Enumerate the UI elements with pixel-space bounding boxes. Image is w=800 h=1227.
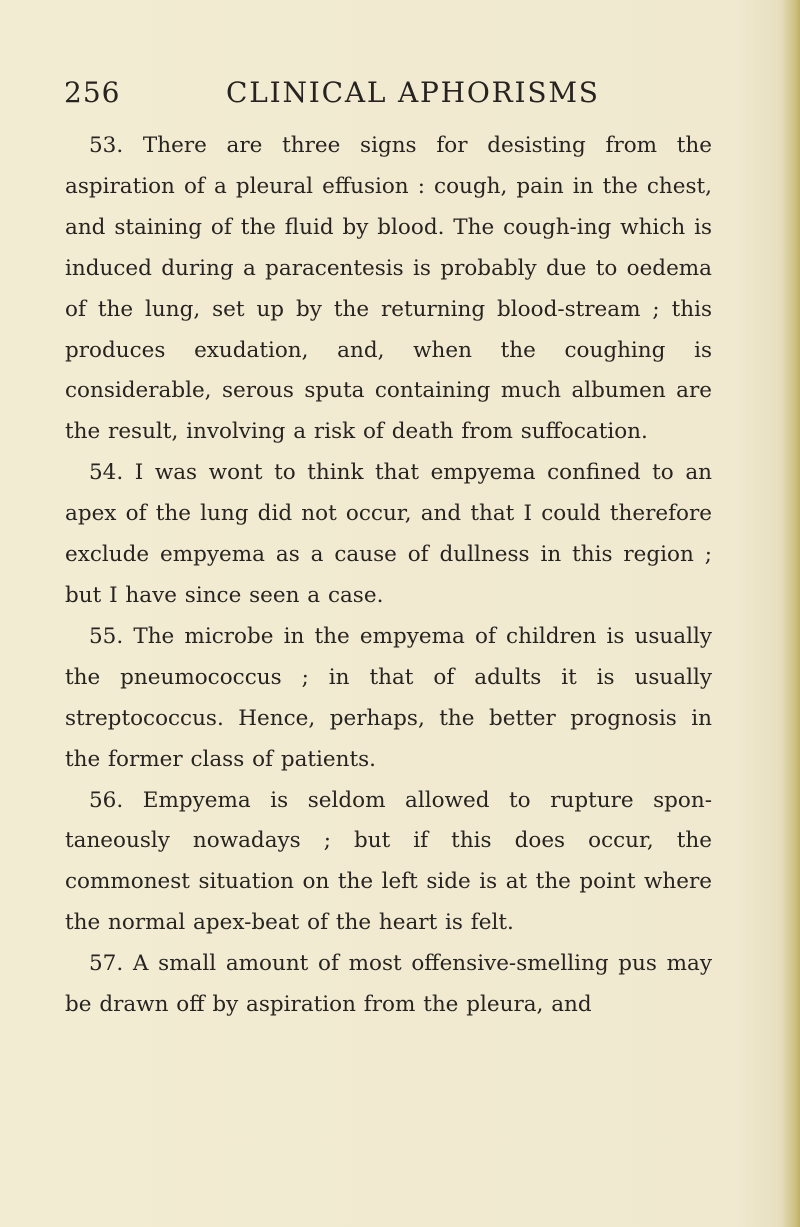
running-title: CLINICAL APHORISMS [226, 76, 600, 109]
paragraph-55: 55. The microbe in the empyema of children is usually the pneumococcus ; in that of adults it is usually streptococcus. Hence, perhaps, the better prognosis in the former class of patients. [65, 623, 712, 772]
body-text [65, 126, 712, 1026]
paragraph-53: 53. There are three signs for desisting from the aspiration of a pleural effusion : cough, pain in the chest, and staining of the fluid by blood. The cough-ing which is induced during a paracentesis is probably due to oedema of the lung, set up by the returning blood-stream ; this produces exudation, and, when the coughing is considerable, serous sputa containing much albumen are the result, involving a risk of death from suffocation. [65, 133, 712, 445]
paragraph-57: 57. A small amount of most offensive-smelling pus may be drawn off by aspiration from the pleura, and [65, 951, 712, 1018]
page-header [64, 76, 724, 118]
page-edge-shadow [782, 0, 800, 1227]
paragraph-54: 54. I was wont to think that empyema confined to an apex of the lung did not occur, and that I could therefore exclude empyema as a cause of dullness in this region ; but I have since seen a case. [65, 460, 712, 608]
paragraph-56: 56. Empyema is seldom allowed to rupture spon-taneously nowadays ; but if this does occur, the commonest situation on the left side is at the point where the normal apex-beat of the heart is felt. [65, 787, 712, 936]
page-number: 256 [64, 76, 121, 109]
